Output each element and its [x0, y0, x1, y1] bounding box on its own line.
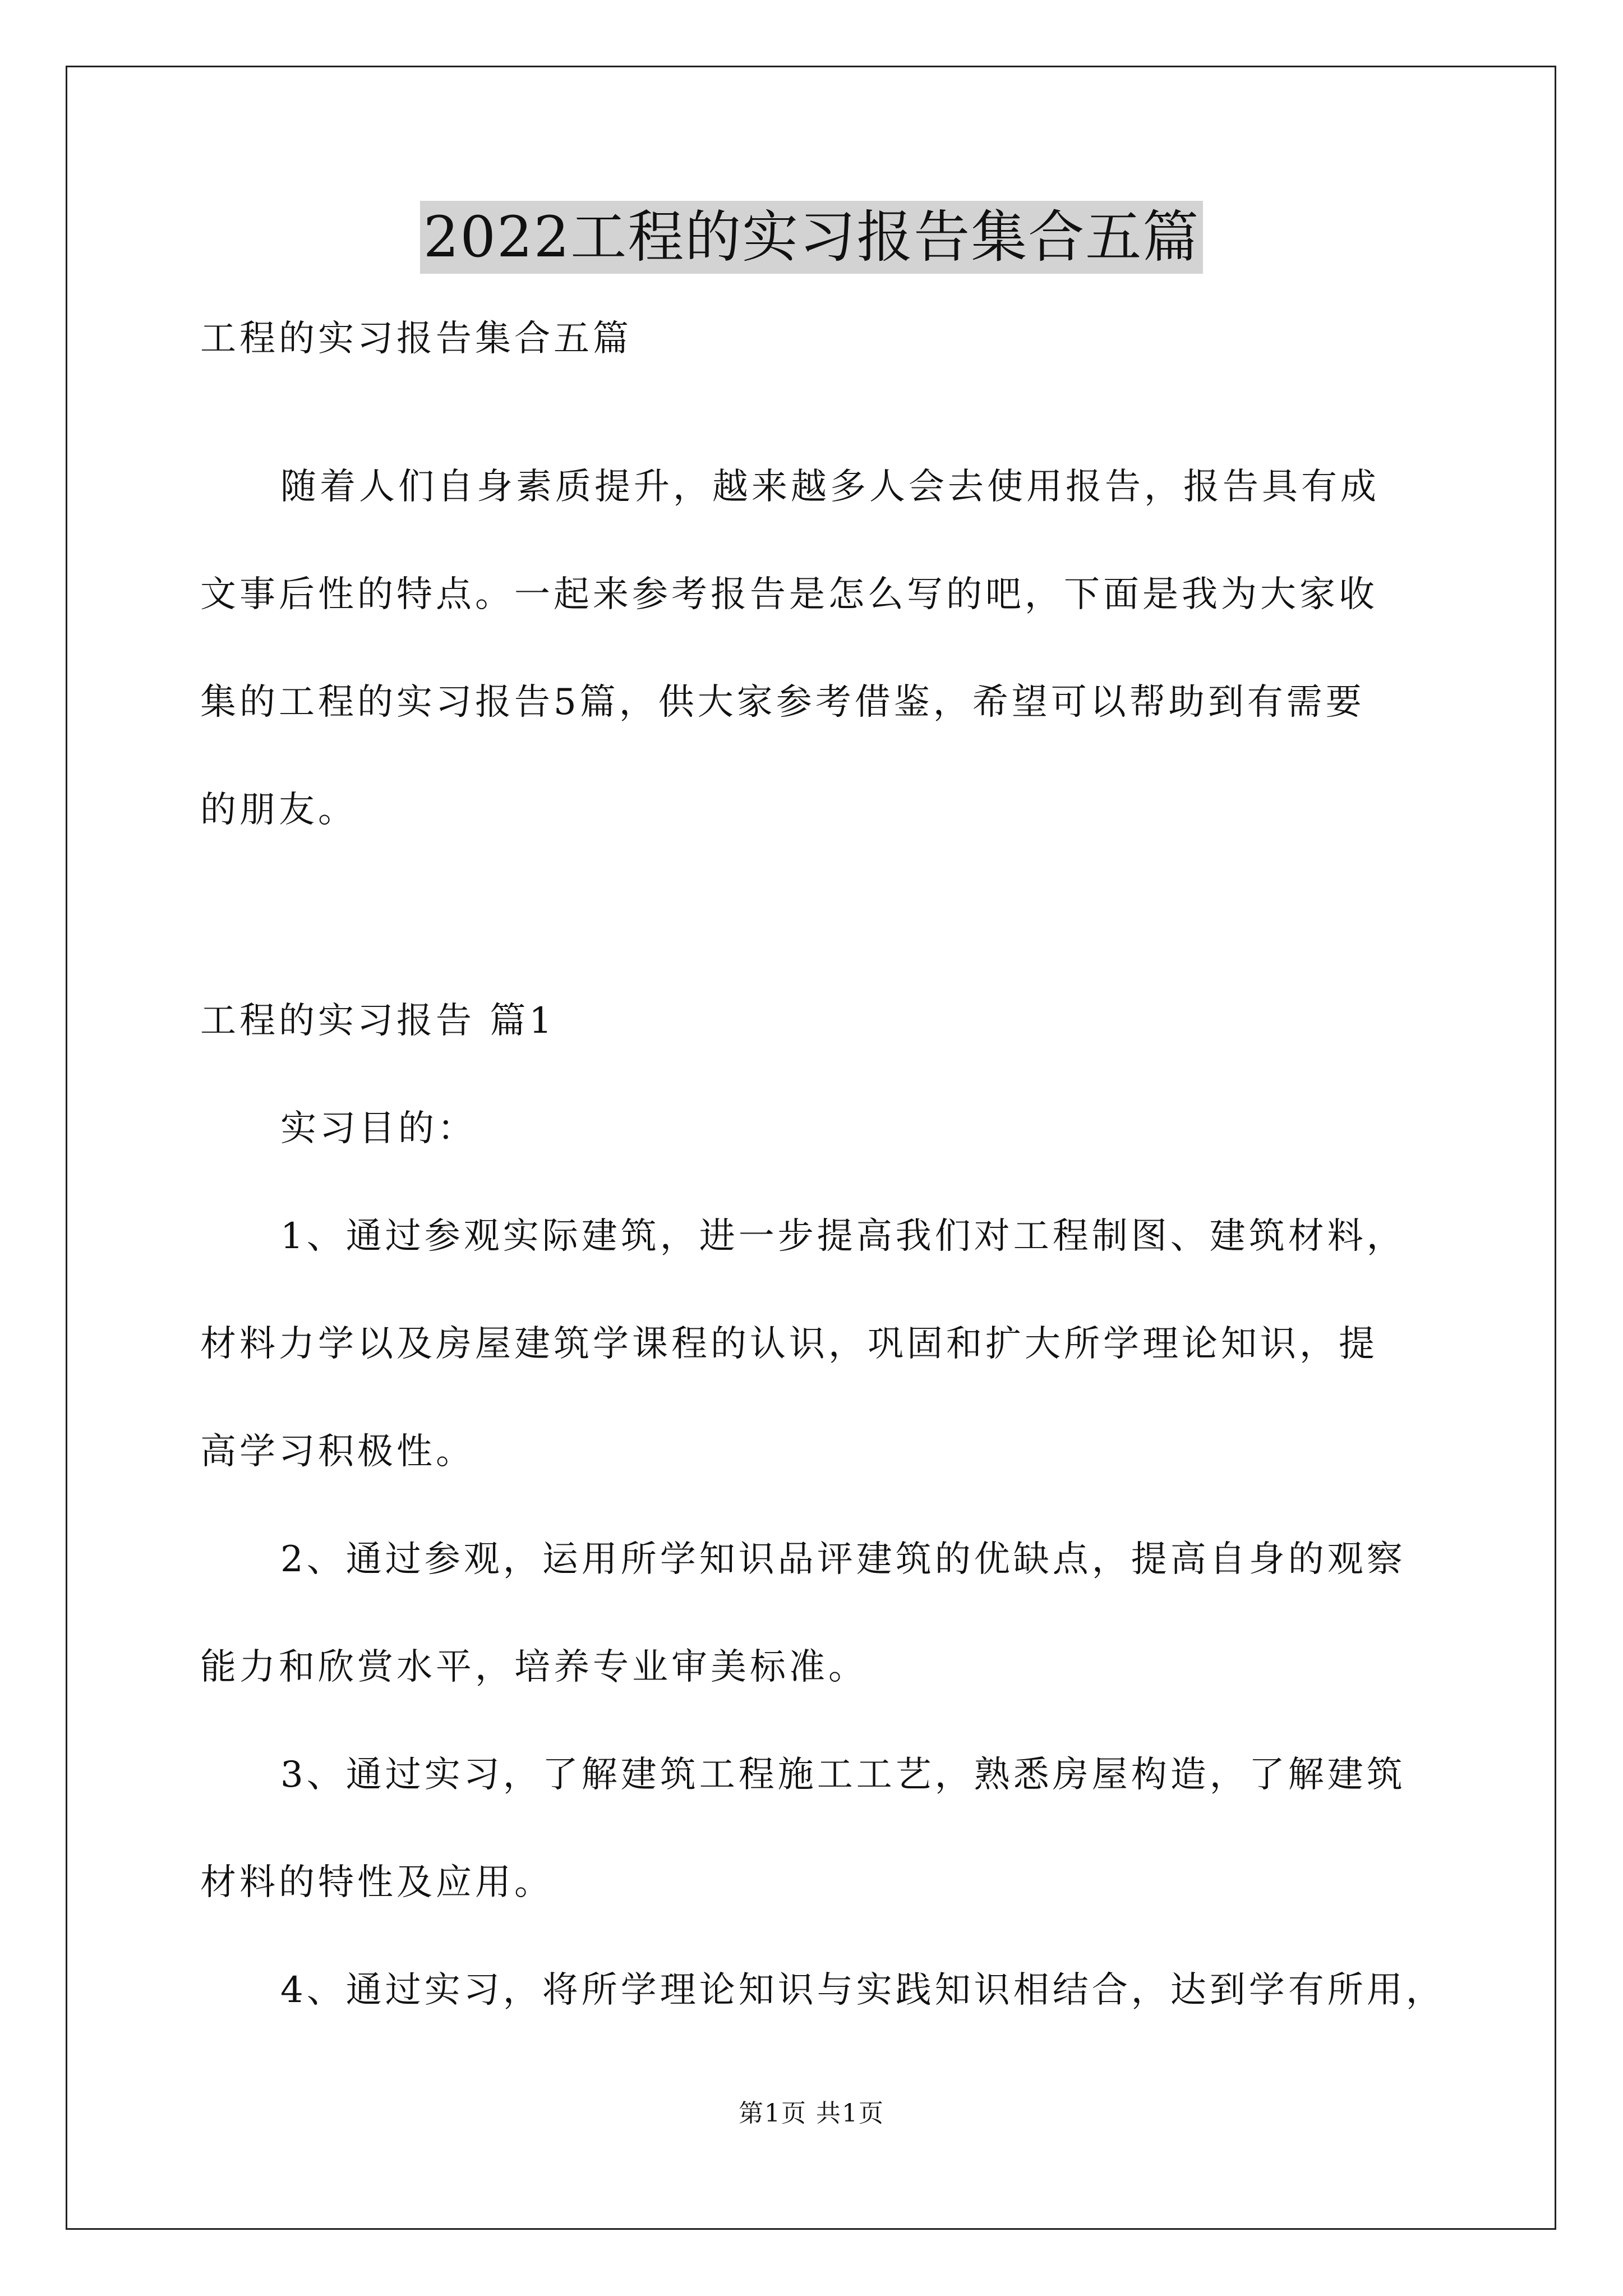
- body-line: 高学习积极性。: [200, 1431, 475, 1473]
- intro-line: 文事后性的特点。一起来参考报告是怎么写的吧，下面是我为大家收: [200, 574, 1378, 615]
- purpose-label: 实习目的：: [280, 1108, 477, 1149]
- body-line: 材料力学以及房屋建筑学课程的认识，巩固和扩大所学理论知识，提: [200, 1323, 1378, 1365]
- page-footer: 第1页 共1页: [739, 2099, 884, 2128]
- intro-line: 的朋友。: [200, 789, 357, 831]
- body-line: 1、通过参观实际建筑，进一步提高我们对工程制图、建筑材料，: [280, 1216, 1406, 1257]
- intro-line: 随着人们自身素质提升，越来越多人会去使用报告，报告具有成: [280, 466, 1380, 508]
- body-line: 能力和欣赏水平，培养专业审美标准。: [200, 1646, 868, 1688]
- body-line: 材料的特性及应用。: [200, 1862, 554, 1903]
- document-title: 2022工程的实习报告集合五篇: [420, 201, 1204, 274]
- body-line: 4、通过实习，将所学理论知识与实践知识相结合，达到学有所用，: [280, 1970, 1445, 2011]
- body-line: 3、通过实习，了解建筑工程施工工艺，熟悉房屋构造，了解建筑: [280, 1754, 1406, 1796]
- body-line: 2、通过参观，运用所学知识品评建筑的优缺点，提高自身的观察: [280, 1539, 1406, 1580]
- section-heading: 工程的实习报告 篇1: [200, 1000, 556, 1042]
- intro-line: 集的工程的实习报告5篇，供大家参考借鉴，希望可以帮助到有需要: [200, 682, 1365, 723]
- title-container: [0, 201, 1623, 274]
- document-subtitle: 工程的实习报告集合五篇: [200, 318, 632, 360]
